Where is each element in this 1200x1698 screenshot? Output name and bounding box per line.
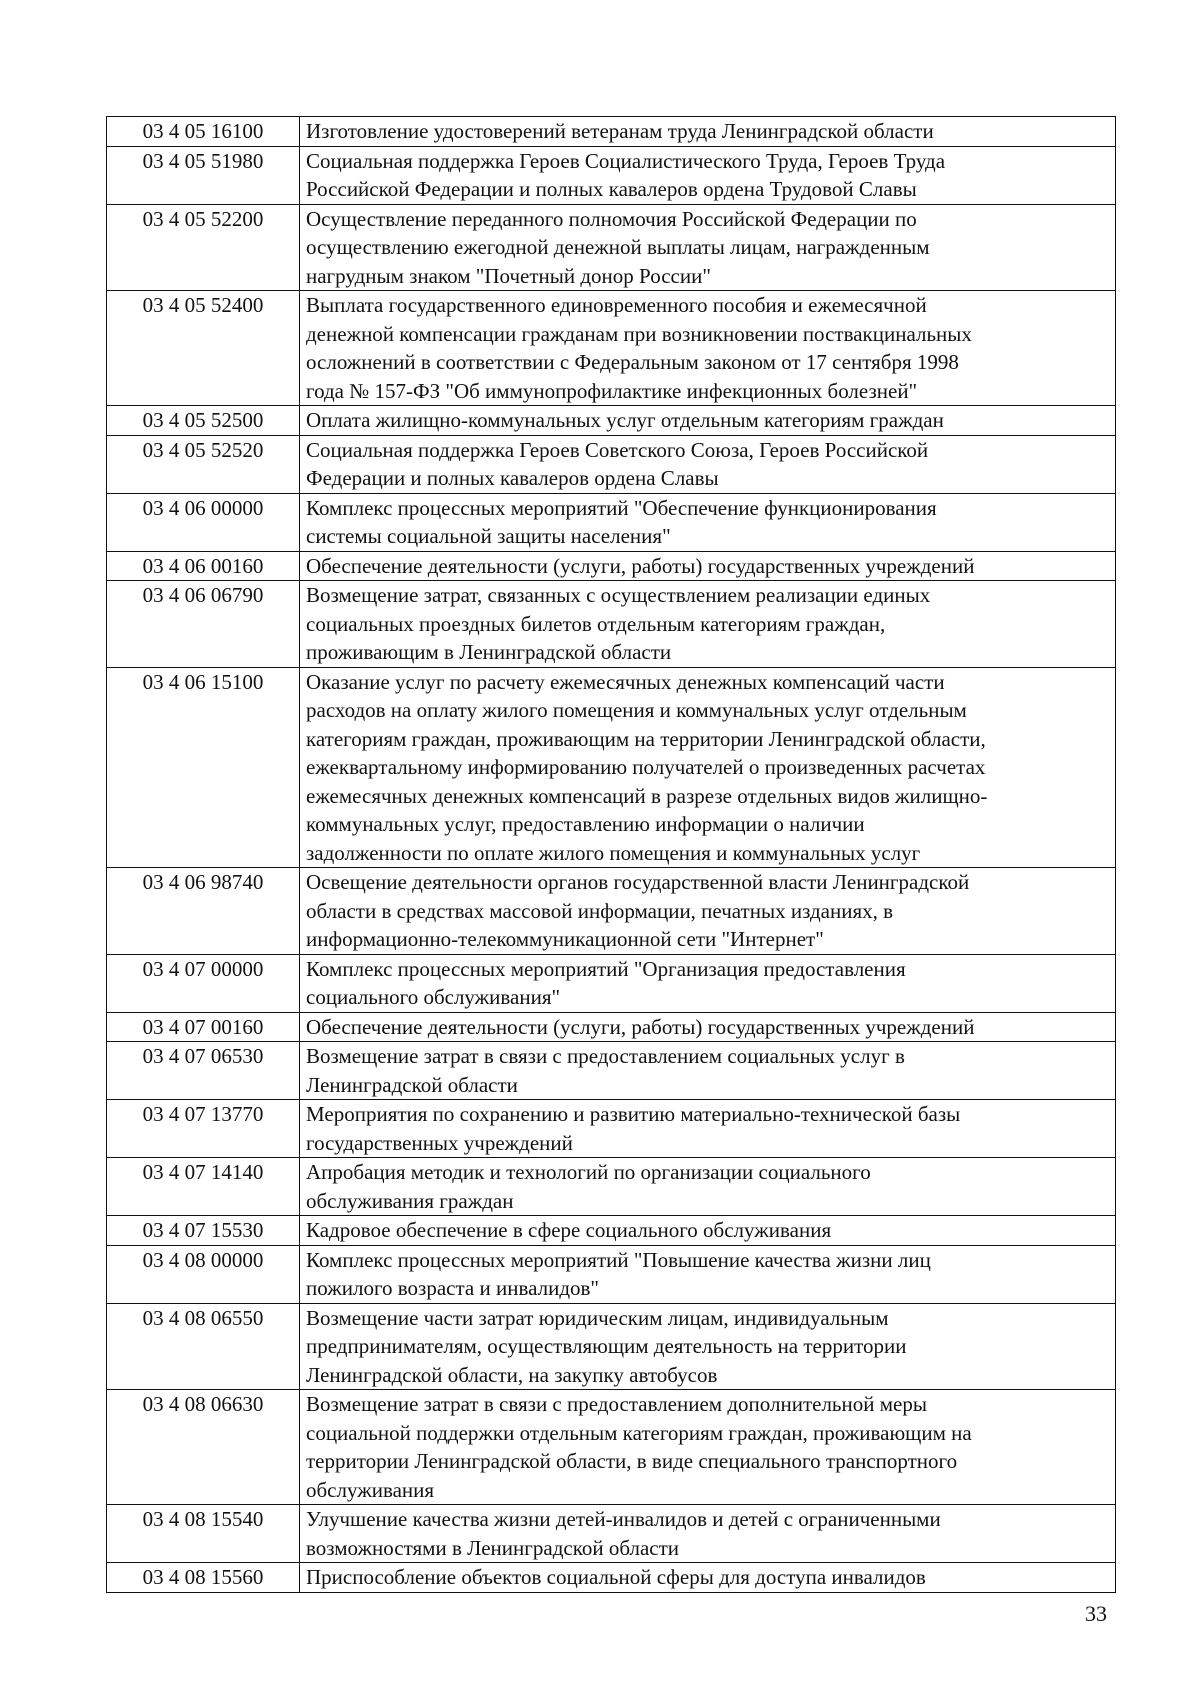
- table-row: [107, 954, 1116, 1012]
- description-line: области в средствах массовой информации, печатных изданиях, в: [306, 898, 894, 923]
- description-line: осуществлению ежегодной денежной выплаты лицам, награжденным: [306, 235, 930, 259]
- row-code: 03 4 08 06550: [107, 1303, 300, 1390]
- row-code: 03 4 06 15100: [107, 667, 300, 868]
- row-description: [300, 1042, 1116, 1100]
- row-code: 03 4 05 16100: [107, 117, 300, 147]
- description-line: Возмещение затрат в связи с предоставлением дополнительной меры: [306, 1392, 927, 1416]
- row-description: [300, 551, 1116, 581]
- row-code: 03 4 06 00160: [107, 551, 300, 581]
- row-description: [300, 1100, 1116, 1158]
- description-line: Апробация методик и технологий по организации социального: [306, 1160, 871, 1184]
- description-line: проживающим в Ленинградской области: [306, 640, 672, 664]
- description-line: Оплата жилищно-коммунальных услуг отдельным категориям граждан: [306, 408, 944, 432]
- row-description: [300, 667, 1116, 868]
- description-line: социальных проездных билетов отдельным категориям граждан,: [306, 611, 886, 636]
- description-line: Возмещение затрат, связанных с осуществлением реализации единых: [306, 583, 931, 607]
- table-row: [107, 1158, 1116, 1216]
- description-line: социального обслуживания": [306, 985, 561, 1009]
- description-line: года № 157-ФЗ "Об иммунопрофилактике инфекционных болезней": [306, 378, 918, 403]
- description-line: Комплекс процессных мероприятий "Организация предоставления: [306, 956, 906, 981]
- description-line: Ленинградской области: [306, 1072, 518, 1097]
- description-line: Освещение деятельности органов государственной власти Ленинградской: [306, 870, 970, 894]
- description-line: Ленинградской области, на закупку автобусов: [306, 1362, 718, 1387]
- row-description: [300, 1390, 1116, 1505]
- description-line: нагрудным знаком "Почетный донор России": [306, 263, 711, 288]
- row-code: 03 4 06 98740: [107, 868, 300, 955]
- row-code: 03 4 05 52520: [107, 435, 300, 493]
- row-code: 03 4 05 52200: [107, 204, 300, 291]
- table-row: [107, 146, 1116, 204]
- table-row: [107, 551, 1116, 581]
- row-description: [300, 406, 1116, 436]
- description-line: Кадровое обеспечение в сфере социального обслуживания: [306, 1218, 832, 1242]
- table-row: [107, 435, 1116, 493]
- description-line: категориям граждан, проживающим на территории Ленинградской области,: [306, 726, 986, 751]
- description-line: Комплекс процессных мероприятий "Повышение качества жизни лиц: [306, 1247, 931, 1272]
- row-code: 03 4 06 00000: [107, 493, 300, 551]
- row-code: 03 4 07 14140: [107, 1158, 300, 1216]
- row-code: 03 4 07 00160: [107, 1012, 300, 1042]
- description-line: Возмещение части затрат юридическим лицам, индивидуальным: [306, 1305, 889, 1330]
- row-code: 03 4 06 06790: [107, 581, 300, 668]
- table-row: [107, 1390, 1116, 1505]
- description-line: Приспособление объектов социальной сферы для доступа инвалидов: [306, 1565, 926, 1589]
- row-code: 03 4 08 15560: [107, 1563, 300, 1593]
- code-table: [106, 116, 1116, 1593]
- page-number: 33: [1085, 1601, 1107, 1626]
- description-line: Улучшение качества жизни детей-инвалидов и детей с ограниченными: [306, 1507, 941, 1531]
- code-table-body: [107, 117, 1116, 1593]
- description-line: ежеквартальному информированию получателей о произведенных расчетах: [306, 755, 986, 779]
- description-line: Комплекс процессных мероприятий "Обеспечение функционирования: [306, 495, 937, 520]
- description-line: расходов на оплату жилого помещения и коммунальных услуг отдельным: [306, 698, 967, 722]
- description-line: коммунальных услуг, предоставлению информации о наличии: [306, 812, 865, 836]
- description-line: Российской Федерации и полных кавалеров ордена Трудовой Славы: [306, 177, 917, 201]
- description-line: Изготовление удостоверений ветеранам труда Ленинградской области: [306, 119, 934, 143]
- table-row: [107, 406, 1116, 436]
- description-line: Выплата государственного единовременного пособия и ежемесячной: [306, 293, 927, 317]
- table-row: [107, 1042, 1116, 1100]
- description-line: задолженности по оплате жилого помещения и коммунальных услуг: [306, 840, 921, 865]
- description-line: ежемесячных денежных компенсаций в разрезе отдельных видов жилищно-: [306, 783, 988, 808]
- description-line: обслуживания граждан: [306, 1188, 514, 1213]
- row-code: 03 4 07 15530: [107, 1216, 300, 1246]
- row-description: [300, 146, 1116, 204]
- row-code: 03 4 05 52500: [107, 406, 300, 436]
- table-row: [107, 1563, 1116, 1593]
- description-line: Мероприятия по сохранению и развитию материально-технической базы: [306, 1102, 961, 1126]
- row-description: [300, 1158, 1116, 1216]
- row-code: 03 4 07 00000: [107, 954, 300, 1012]
- description-line: пожилого возраста и инвалидов": [306, 1276, 599, 1300]
- description-line: информационно-телекоммуникационной сети "Интернет": [306, 927, 824, 951]
- table-row: [107, 1245, 1116, 1303]
- row-description: [300, 868, 1116, 955]
- row-description: [300, 1303, 1116, 1390]
- description-line: социальной поддержки отдельным категориям граждан, проживающим на: [306, 1420, 972, 1445]
- row-code: 03 4 05 51980: [107, 146, 300, 204]
- description-line: денежной компенсации гражданам при возникновении поствакцинальных: [306, 321, 972, 346]
- table-row: [107, 1303, 1116, 1390]
- description-line: возможностями в Ленинградской области: [306, 1535, 680, 1560]
- row-description: [300, 1012, 1116, 1042]
- row-description: [300, 493, 1116, 551]
- row-code: 03 4 08 00000: [107, 1245, 300, 1303]
- description-line: Возмещение затрат в связи с предоставлением социальных услуг в: [306, 1044, 905, 1068]
- description-line: Обеспечение деятельности (услуги, работы) государственных учреждений: [306, 553, 975, 578]
- table-row: [107, 868, 1116, 955]
- description-line: Осуществление переданного полномочия Российской Федерации по: [306, 206, 917, 231]
- description-line: Обеспечение деятельности (услуги, работы) государственных учреждений: [306, 1014, 975, 1039]
- description-line: Социальная поддержка Героев Советского Союза, Героев Российской: [306, 437, 929, 462]
- table-row: [107, 581, 1116, 668]
- table-row: [107, 291, 1116, 406]
- row-description: [300, 1216, 1116, 1246]
- row-code: 03 4 08 15540: [107, 1505, 300, 1563]
- row-code: 03 4 07 13770: [107, 1100, 300, 1158]
- table-row: [107, 204, 1116, 291]
- row-code: 03 4 05 52400: [107, 291, 300, 406]
- description-line: Оказание услуг по расчету ежемесячных денежных компенсаций части: [306, 669, 945, 694]
- row-description: [300, 291, 1116, 406]
- row-code: 03 4 08 06630: [107, 1390, 300, 1505]
- table-row: [107, 1505, 1116, 1563]
- table-row: [107, 1216, 1116, 1246]
- row-description: [300, 117, 1116, 147]
- description-line: осложнений в соответствии с Федеральным законом от 17 сентября 1998: [306, 350, 959, 374]
- row-description: [300, 204, 1116, 291]
- description-line: системы социальной защиты населения": [306, 524, 671, 548]
- table-row: [107, 493, 1116, 551]
- description-line: Социальная поддержка Героев Социалистического Труда, Героев Труда: [306, 148, 946, 173]
- row-code: 03 4 07 06530: [107, 1042, 300, 1100]
- description-line: территории Ленинградской области, в виде специального транспортного: [306, 1449, 958, 1473]
- row-description: [300, 1505, 1116, 1563]
- table-row: [107, 1012, 1116, 1042]
- description-line: обслуживания: [306, 1477, 435, 1502]
- table-row: [107, 667, 1116, 868]
- row-description: [300, 435, 1116, 493]
- table-row: [107, 1100, 1116, 1158]
- row-description: [300, 581, 1116, 668]
- table-row: [107, 117, 1116, 147]
- row-description: [300, 1245, 1116, 1303]
- description-line: Федерации и полных кавалеров ордена Славы: [306, 466, 719, 490]
- row-description: [300, 1563, 1116, 1593]
- description-line: государственных учреждений: [306, 1130, 573, 1155]
- description-line: предпринимателям, осуществляющим деятельность на территории: [306, 1334, 907, 1358]
- row-description: [300, 954, 1116, 1012]
